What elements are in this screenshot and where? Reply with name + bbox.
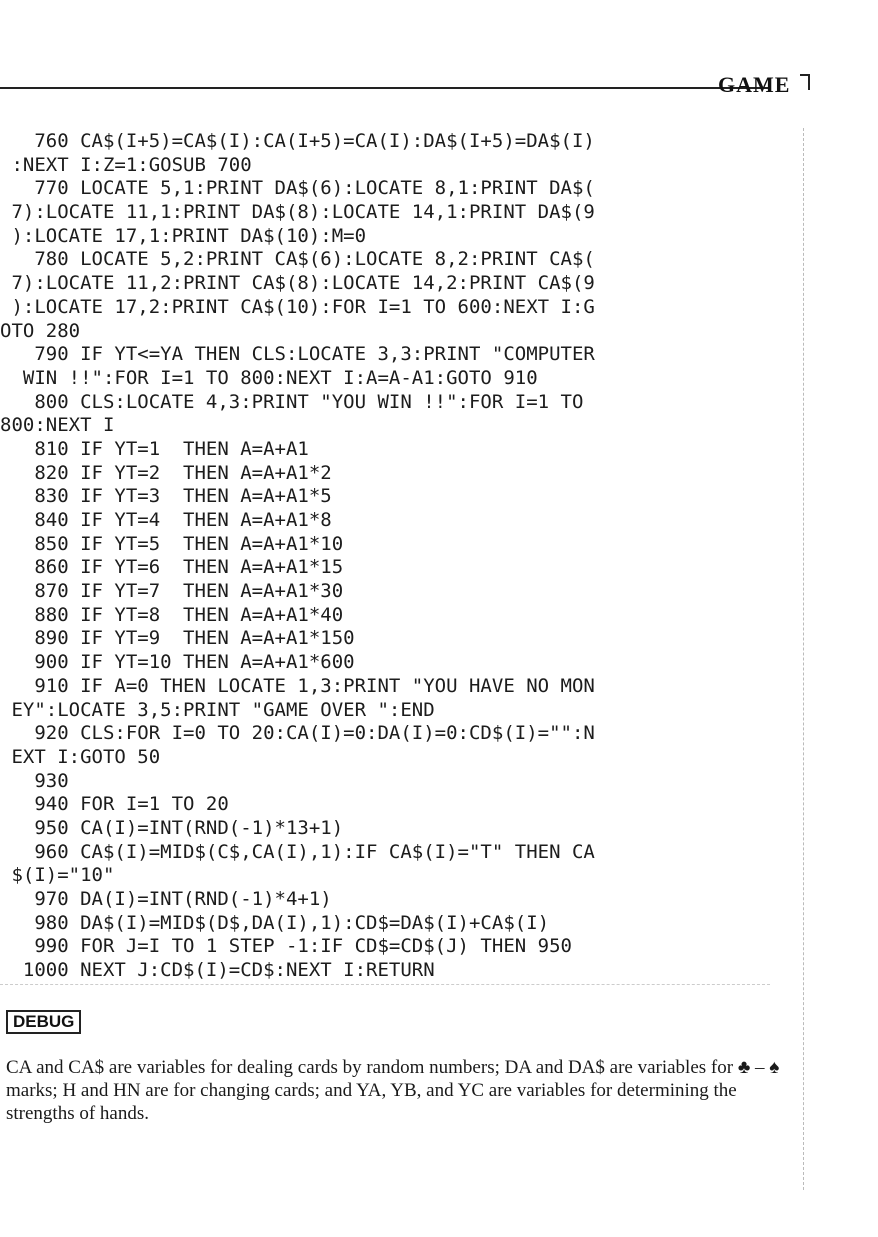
code-line: 7):LOCATE 11,2:PRINT CA$(8):LOCATE 14,2:PRINT CA$(9 [0,272,595,295]
basic-code-listing [0,130,800,983]
code-line: 940 FOR I=1 TO 20 [0,793,229,816]
code-line: 980 DA$(I)=MID$(D$,DA(I),1):CD$=DA$(I)+CA$(I) [0,911,550,934]
code-line: EY":LOCATE 3,5:PRINT "GAME OVER ":END [0,698,435,721]
code-line: 810 IF YT=1 THEN A=A+A1 [0,437,309,460]
code-line: $(I)="10" [0,864,115,887]
code-line: 860 IF YT=6 THEN A=A+A1*15 [0,556,344,579]
code-line: 920 CLS:FOR I=0 TO 20:CA(I)=0:DA(I)=0:CD$(I)="":N [0,722,595,745]
debug-text-start: CA and CA$ are variables for dealing cards by random numbers; DA and DA$ are variables for [6,1057,734,1078]
code-line: EXT I:GOTO 50 [0,745,161,768]
code-line: 890 IF YT=9 THEN A=A+A1*150 [0,627,355,650]
code-line: 780 LOCATE 5,2:PRINT CA$(6):LOCATE 8,2:PRINT CA$( [0,248,595,271]
card-suit-symbols: ♣ – ♠ [737,1057,780,1078]
code-line: 800:NEXT I [0,414,115,437]
code-line: 950 CA(I)=INT(RND(-1)*13+1) [0,816,344,839]
code-line: :NEXT I:Z=1:GOSUB 700 [0,153,252,176]
code-line: 840 IF YT=4 THEN A=A+A1*8 [0,509,332,531]
margin-line [803,128,804,1190]
code-line: 770 LOCATE 5,1:PRINT DA$(6):LOCATE 8,1:PRINT DA$( [0,177,595,200]
debug-text-end: marks; H and HN are for changing cards; and YA, YB, and YC are variables for determining the strengths of hands. [6,1080,737,1124]
header-bracket [800,74,810,90]
code-line: OTO 280 [0,319,81,342]
code-line: 970 DA(I)=INT(RND(-1)*4+1) [0,888,332,910]
code-line: 880 IF YT=8 THEN A=A+A1*40 [0,603,344,626]
code-line: 850 IF YT=5 THEN A=A+A1*10 [0,532,344,555]
code-line: 870 IF YT=7 THEN A=A+A1*30 [0,580,344,603]
section-separator [0,984,770,985]
code-line: 820 IF YT=2 THEN A=A+A1*2 [0,461,332,484]
code-line: 960 CA$(I)=MID$(C$,CA(I),1):IF CA$(I)="T" THEN CA [0,840,595,863]
code-line: ):LOCATE 17,1:PRINT DA$(10):M=0 [0,224,367,247]
debug-paragraph [6,1056,796,1125]
code-line: ):LOCATE 17,2:PRINT CA$(10):FOR I=1 TO 600:NEXT I:G [0,295,595,318]
code-line: WIN !!":FOR I=1 TO 800:NEXT I:A=A-A1:GOTO 910 [0,366,538,389]
code-line: 830 IF YT=3 THEN A=A+A1*5 [0,485,332,508]
code-line: 800 CLS:LOCATE 4,3:PRINT "YOU WIN !!":FOR I=1 TO [0,390,584,413]
debug-heading: DEBUG [6,1010,81,1034]
code-line: 790 IF YT<=YA THEN CLS:LOCATE 3,3:PRINT "COMPUTER [0,343,595,366]
code-line: 900 IF YT=10 THEN A=A+A1*600 [0,651,355,674]
header-rule [0,87,768,89]
code-line: 910 IF A=0 THEN LOCATE 1,3:PRINT "YOU HAVE NO MON [0,674,595,697]
code-line: 1000 NEXT J:CD$(I)=CD$:NEXT I:RETURN [0,959,435,982]
page-header-title: GAME [718,72,791,97]
code-line: 760 CA$(I+5)=CA$(I):CA(I+5)=CA(I):DA$(I+5)=DA$(I) [0,130,595,152]
code-line: 7):LOCATE 11,1:PRINT DA$(8):LOCATE 14,1:PRINT DA$(9 [0,201,595,224]
code-line: 930 [0,769,69,792]
code-line: 990 FOR J=I TO 1 STEP -1:IF CD$=CD$(J) THEN 950 [0,935,572,958]
